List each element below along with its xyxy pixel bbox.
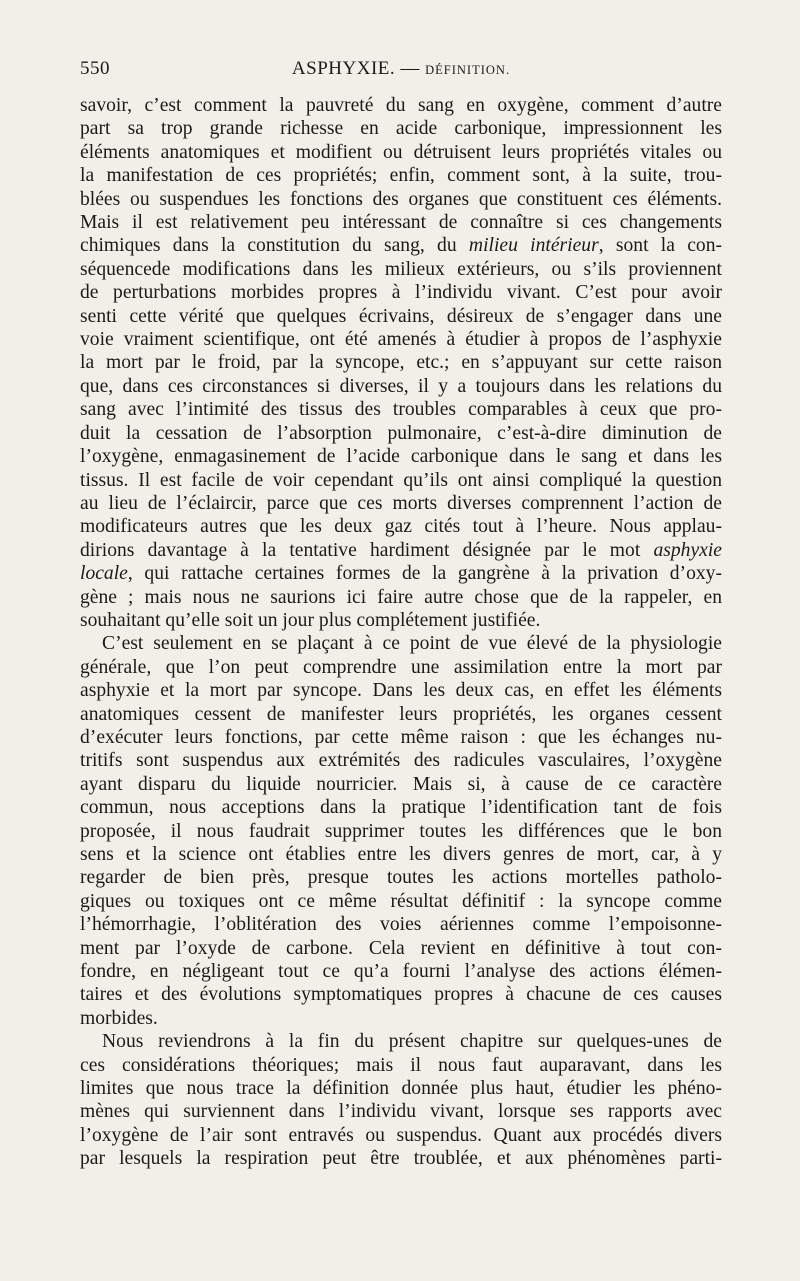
text-line: ment par l’oxyde de carbone. Cela revient en définitive à tout con- (80, 937, 722, 959)
running-title-main: ASPHYXIE. (291, 58, 396, 79)
text-line: par lesquels la respiration peut être troublée, et aux phénomènes parti- (80, 1148, 722, 1170)
text-line (80, 539, 722, 562)
text-line: morbides. (80, 1007, 158, 1029)
text-segment: , qui rattache certaines formes de la gangrène à la privation d’oxy- (127, 563, 722, 585)
text-line: ayant disparu du liquide nourricier. Mais si, à cause de ce caractère (80, 773, 722, 795)
text-line: giques ou toxiques ont ce même résultat définitif : la syncope comme (80, 890, 722, 912)
running-title-sub: DÉFINITION. (425, 63, 511, 77)
running-head (80, 58, 722, 88)
italic-term: asphyxie (653, 539, 722, 561)
text-line: séquencede modifications dans les milieux extérieurs, ou s’ils proviennent (80, 258, 722, 280)
text-line: mènes qui surviennent dans l’individu vivant, lorsque ses rapports avec (80, 1101, 722, 1123)
body-text (80, 94, 722, 1171)
paragraph-2 (80, 632, 722, 1030)
text-line: C’est seulement en se plaçant à ce point de vue élevé de la physiologie (102, 633, 722, 655)
text-line: asphyxie et la mort par syncope. Dans les deux cas, en effet les éléments (80, 680, 722, 702)
page-number: 550 (80, 58, 110, 79)
running-title (80, 58, 722, 80)
text-line: Mais il est relativement peu intéressant de connaître si ces changements (80, 212, 722, 234)
text-line: l’oxygène, enmagasinement de l’acide carbonique dans le sang et dans les (80, 446, 722, 468)
text-line: l’hémorrhagie, l’oblitération des voies aériennes comme l’empoisonne- (80, 914, 722, 936)
text-line: l’oxygène de l’air sont entravés ou suspendus. Quant aux procédés divers (80, 1124, 722, 1146)
text-line: au lieu de l’éclaircir, parce que ces morts diverses comprennent l’action de (80, 492, 722, 514)
text-line: limites que nous trace la définition donnée plus haut, étudier les phéno- (80, 1078, 722, 1100)
paragraph-3 (80, 1030, 722, 1170)
text-line (80, 234, 722, 257)
text-line: proposée, il nous faudrait supprimer toutes les différences que le bon (80, 820, 722, 842)
text-segment: chimiques dans la constitution du sang, du (80, 235, 457, 257)
text-line: de perturbations morbides propres à l’individu vivant. C’est pour avoir (80, 282, 722, 304)
text-line: la manifestation de ces propriétés; enfin, comment sont, à la suite, trou- (80, 165, 722, 187)
text-line: d’exécuter leurs fonctions, par cette même raison : que les échanges nu- (80, 726, 722, 748)
text-line: senti cette vérité que quelques écrivains, désireux de s’engager dans une (80, 305, 722, 327)
italic-term: locale (80, 563, 128, 585)
text-segment: dirions davantage à la tentative hardiment désignée par le mot (80, 539, 641, 561)
paragraph-1 (80, 94, 722, 632)
text-line: voie vraiment scientifique, ont été amenés à étudier à propos de l’asphyxie (80, 329, 722, 351)
text-line: anatomiques cessent de manifester leurs propriétés, les organes cessent (80, 703, 722, 725)
text-line: savoir, c’est comment la pauvreté du sang en oxygène, comment d’autre (80, 95, 722, 116)
text-line: gène ; mais nous ne saurions ici faire autre chose que de la rappeler, en (80, 586, 722, 608)
text-line: blées ou suspendues les fonctions des organes que constituent ces éléments. (80, 188, 722, 210)
text-line: fondre, en négligeant tout ce qu’a fourni l’analyse des actions élémen- (80, 961, 722, 983)
italic-term: milieu intérieur (468, 235, 599, 257)
text-line: souhaitant qu’elle soit un jour plus complétement justifiée. (80, 609, 541, 631)
text-line: duit la cessation de l’absorption pulmonaire, c’est-à-dire diminution de (80, 422, 722, 444)
text-segment: , sont la con- (598, 235, 723, 257)
text-line: commun, nous acceptions dans la pratique l’identification tant de fois (80, 797, 722, 819)
text-line: que, dans ces circonstances si diverses, il y a toujours dans les relations du (80, 375, 722, 397)
text-line: taires et des évolutions symptomatiques propres à chacune de ces causes (80, 984, 722, 1006)
text-line: part sa trop grande richesse en acide carbonique, impressionnent les (80, 118, 722, 140)
text-line: Nous reviendrons à la fin du présent chapitre sur quelques-unes de (102, 1031, 722, 1053)
text-line: générale, que l’on peut comprendre une assimilation entre la mort par (80, 656, 722, 678)
text-line: modificateurs autres que les deux gaz cités tout à l’heure. Nous applau- (80, 516, 722, 538)
text-line: sang avec l’intimité des tissus des troubles comparables à ceux que pro- (80, 399, 722, 421)
text-line (80, 562, 722, 585)
running-title-dash: — (400, 58, 420, 79)
text-line: tissus. Il est facile de voir cependant qu’ils ont ainsi compliqué la question (80, 469, 722, 491)
text-line: ces considérations théoriques; mais il nous faut auparavant, dans les (80, 1054, 722, 1076)
text-line: regarder de bien près, presque toutes les actions mortelles patholo- (80, 867, 722, 889)
text-line: éléments anatomiques et modifient ou détruisent leurs propriétés vitales ou (80, 141, 722, 163)
text-line: tritifs sont suspendus aux extrémités des radicules vasculaires, l’oxygène (80, 750, 722, 772)
text-line: la mort par le froid, par la syncope, etc.; en s’appuyant sur cette raison (80, 352, 722, 374)
text-line: sens et la science ont établies entre les divers genres de mort, car, à y (80, 844, 722, 865)
